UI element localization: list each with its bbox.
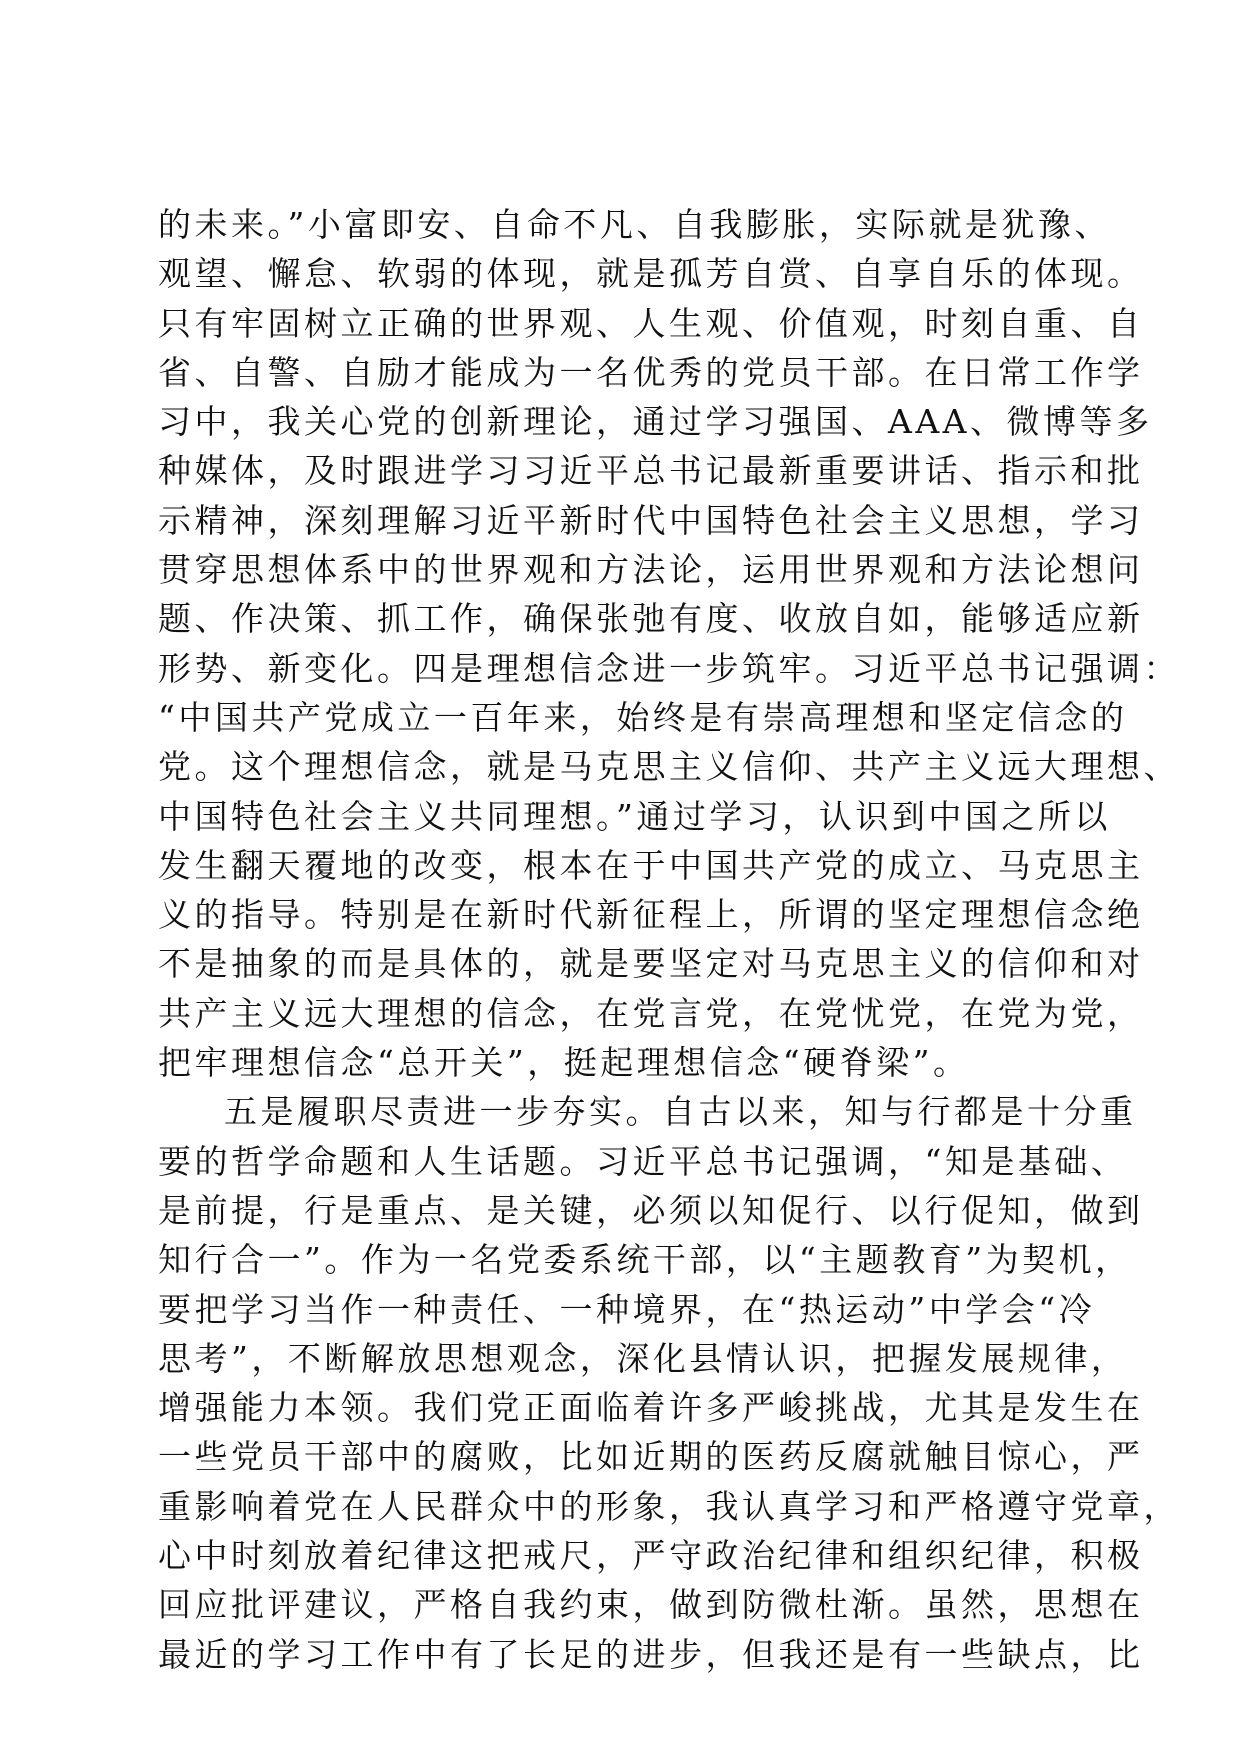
text-line: 党。这个理想信念，就是马克思主义信仰、共产主义远大理想、 <box>158 747 1180 787</box>
text-line: 习中，我关心党的创新理论，通过学习强国、AAA、微博等多 <box>158 402 1153 442</box>
text-line: 最近的学习工作中有了长足的进步，但我还是有一些缺点，比 <box>158 1634 1144 1674</box>
text-line: 观望、懈怠、软弱的体现，就是孤芳自赏、自享自乐的体现。 <box>158 254 1144 294</box>
text-line: 思考”，不断解放思想观念，深化县情认识，把握发展规律， <box>158 1338 1128 1378</box>
paragraph-start-line: 五是履职尽责进一步夯实。自古以来，知与行都是十分重 <box>224 1092 1137 1132</box>
text-line: 题、作决策、抓工作，确保张弛有度、收放自如，能够适应新 <box>158 599 1144 639</box>
text-line: 中国特色社会主义共同理想。”通过学习，认识到中国之所以 <box>158 796 1111 836</box>
text-line: 发生翻天覆地的改变，根本在于中国共产党的成立、马克思主 <box>158 845 1144 885</box>
text-line: 要的哲学命题和人生话题。习近平总书记强调，“知是基础、 <box>158 1141 1128 1181</box>
text-line: 形势、新变化。四是理想信念进一步筑牢。习近平总书记强调： <box>158 648 1180 688</box>
text-line: 重影响着党在人民群众中的形象，我认真学习和严格遵守党章， <box>158 1486 1180 1526</box>
text-line: 回应批评建议，严格自我约束，做到防微杜渐。虽然，思想在 <box>158 1585 1144 1625</box>
text-line: 增强能力本领。我们党正面临着许多严峻挑战，尤其是发生在 <box>158 1388 1144 1428</box>
text-line: “中国共产党成立一百年来，始终是有崇高理想和坚定信念的 <box>158 697 1128 737</box>
text-line: 义的指导。特别是在新时代新征程上，所谓的坚定理想信念绝 <box>158 895 1144 935</box>
text-line: 共产主义远大理想的信念，在党言党，在党忧党，在党为党， <box>158 993 1144 1033</box>
text-line: 知行合一”。作为一名党委系统干部，以“主题教育”为契机， <box>158 1240 1132 1280</box>
text-line: 只有牢固树立正确的世界观、人生观、价值观，时刻自重、自 <box>158 303 1144 343</box>
text-line: 贯穿思想体系中的世界观和方法论，运用世界观和方法论想问 <box>158 550 1144 590</box>
text-line: 要把学习当作一种责任、一种境界，在“热运动”中学会“冷 <box>158 1289 1096 1329</box>
text-line: 一些党员干部中的腐败，比如近期的医药反腐就触目惊心，严 <box>158 1437 1144 1477</box>
text-line: 种媒体，及时跟进学习习近平总书记最新重要讲话、指示和批 <box>158 451 1144 491</box>
text-line: 示精神，深刻理解习近平新时代中国特色社会主义思想，学习 <box>158 500 1144 540</box>
text-line: 心中时刻放着纪律这把戒尺，严守政治纪律和组织纪律，积极 <box>158 1536 1144 1576</box>
text-line: 省、自警、自励才能成为一名优秀的党员干部。在日常工作学 <box>158 352 1144 392</box>
document-body <box>158 200 1180 1679</box>
text-line: 不是抽象的而是具体的，就是要坚定对马克思主义的信仰和对 <box>158 944 1144 984</box>
text-line: 把牢理想信念“总开关”，挺起理想信念“硬脊梁”。 <box>158 1043 970 1083</box>
text-line: 的未来。”小富即安、自命不凡、自我膨胀，实际就是犹豫、 <box>158 205 1111 244</box>
text-line: 是前提，行是重点、是关键，必须以知促行、以行促知，做到 <box>158 1190 1144 1230</box>
